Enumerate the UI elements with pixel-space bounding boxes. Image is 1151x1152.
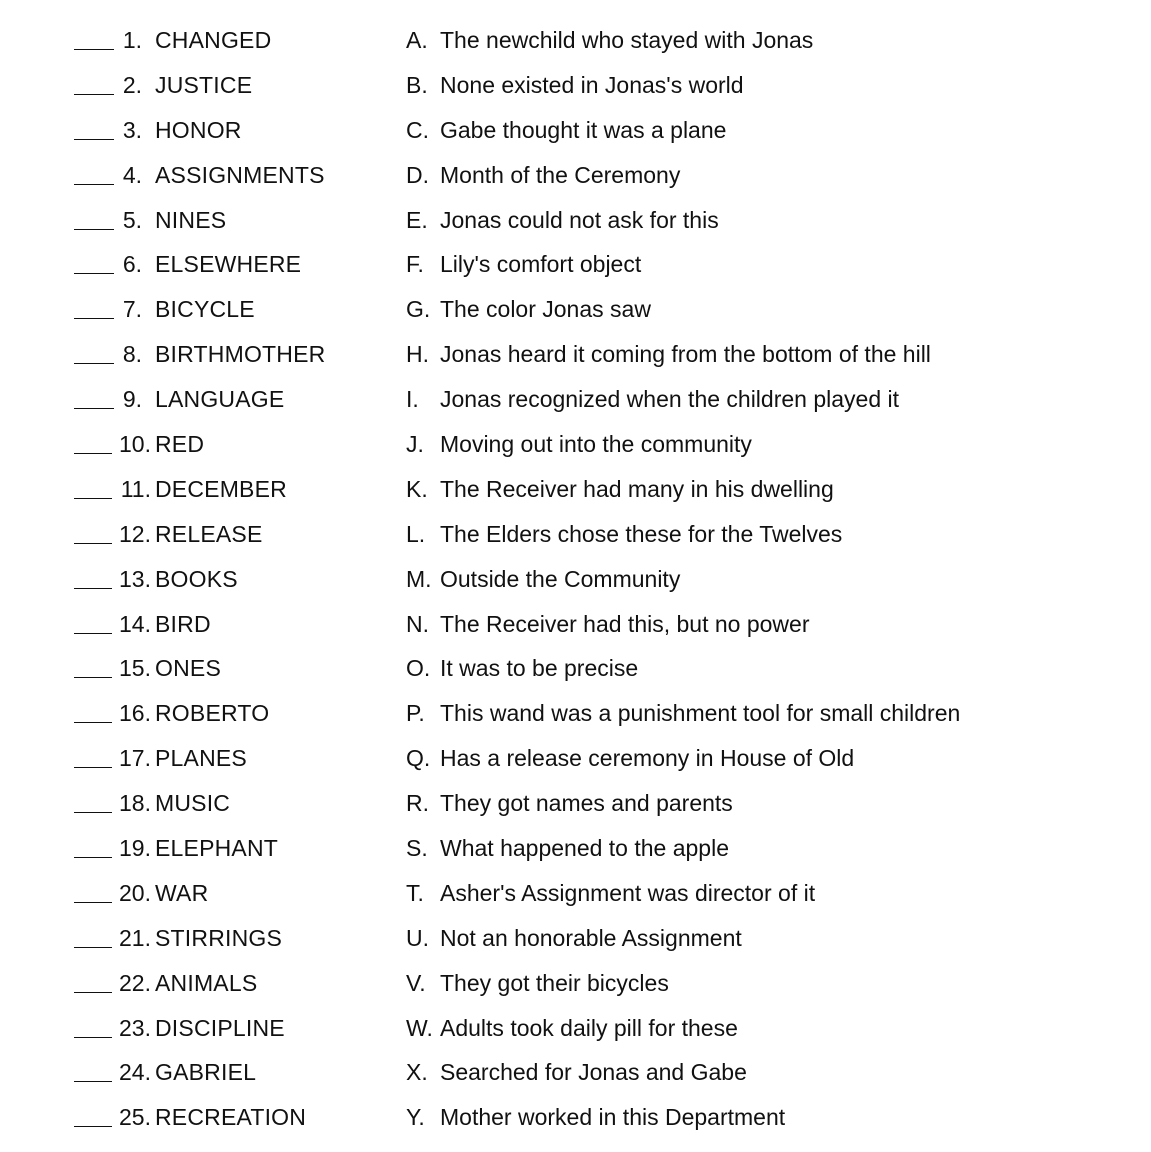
- item-number: 2.: [122, 71, 142, 98]
- definition-text: Moving out into the community: [440, 431, 752, 458]
- matching-row: [0, 1006, 1151, 1051]
- term-text: MUSIC: [155, 790, 231, 817]
- definition-letter: F.: [406, 251, 424, 278]
- matching-row: [0, 646, 1151, 691]
- item-number: 20.: [119, 879, 151, 906]
- item-number: 15.: [119, 655, 151, 682]
- term-text: PLANES: [155, 745, 247, 772]
- term-text: CHANGED: [155, 27, 272, 53]
- matching-row: [0, 153, 1151, 198]
- term-text: STIRRINGS: [155, 924, 283, 951]
- definition-letter: X.: [406, 1059, 428, 1086]
- item-number: 11.: [120, 475, 151, 502]
- term-text: BOOKS: [155, 565, 238, 592]
- definition-text: Not an honorable Assignment: [440, 924, 742, 951]
- matching-row: [0, 18, 1151, 63]
- item-number: 14.: [119, 610, 151, 637]
- definition-letter: J.: [406, 431, 424, 458]
- definition-text: They got their bicycles: [440, 969, 669, 996]
- term-text: DECEMBER: [155, 475, 287, 502]
- item-number: 25.: [119, 1104, 151, 1131]
- definition-text: They got names and parents: [440, 790, 733, 817]
- definition-letter: C.: [406, 116, 429, 143]
- matching-row: [0, 781, 1151, 826]
- item-number: 23.: [119, 1014, 151, 1041]
- term-text: WAR: [155, 879, 209, 906]
- item-number: 22.: [119, 969, 151, 996]
- item-number: 10.: [119, 431, 151, 458]
- definition-letter: K.: [406, 475, 428, 502]
- term-text: RELEASE: [155, 520, 263, 547]
- matching-row: [0, 377, 1151, 422]
- term-text: BICYCLE: [155, 296, 255, 323]
- definition-text: Mother worked in this Department: [440, 1104, 786, 1131]
- definition-letter: H.: [406, 341, 429, 368]
- definition-letter: N.: [406, 610, 429, 637]
- definition-text: Jonas could not ask for this: [440, 206, 719, 233]
- item-number: 21.: [119, 924, 151, 951]
- definition-text: Month of the Ceremony: [440, 161, 681, 188]
- matching-row: [0, 1050, 1151, 1095]
- term-text: ELEPHANT: [155, 835, 279, 862]
- item-number: 1.: [122, 27, 142, 53]
- matching-row: [0, 1095, 1151, 1140]
- definition-text: Jonas recognized when the children played it: [440, 386, 900, 413]
- item-number: 17.: [119, 745, 151, 772]
- definition-text: Outside the Community: [440, 565, 681, 592]
- definition-text: The Elders chose these for the Twelves: [440, 520, 843, 547]
- item-number: 7.: [122, 296, 142, 323]
- item-number: 3.: [122, 116, 142, 143]
- matching-row: [0, 961, 1151, 1006]
- matching-row: [0, 287, 1151, 332]
- definition-text: Searched for Jonas and Gabe: [440, 1059, 747, 1086]
- definition-letter: S.: [406, 835, 428, 862]
- matching-row: [0, 736, 1151, 781]
- term-text: NINES: [155, 206, 227, 233]
- term-text: ASSIGNMENTS: [155, 161, 325, 188]
- term-text: HONOR: [155, 116, 242, 143]
- item-number: 19.: [119, 835, 151, 862]
- definition-letter: Y.: [406, 1104, 425, 1131]
- matching-row: [0, 63, 1151, 108]
- definition-letter: D.: [406, 161, 429, 188]
- definition-text: The Receiver had this, but no power: [440, 610, 810, 637]
- term-text: RECREATION: [155, 1104, 307, 1131]
- term-text: JUSTICE: [155, 71, 253, 98]
- item-number: 18.: [119, 790, 151, 817]
- matching-row: [0, 242, 1151, 287]
- term-text: ONES: [155, 655, 221, 682]
- definition-letter: W.: [406, 1014, 433, 1041]
- definition-text: The color Jonas saw: [440, 296, 651, 323]
- definition-text: Gabe thought it was a plane: [440, 116, 727, 143]
- term-text: ELSEWHERE: [155, 251, 302, 278]
- definition-text: It was to be precise: [440, 655, 639, 682]
- matching-row: [0, 557, 1151, 602]
- matching-row: [0, 422, 1151, 467]
- definition-letter: L.: [406, 520, 426, 547]
- matching-row: [0, 691, 1151, 736]
- matching-row: [0, 467, 1151, 512]
- matching-row: [0, 916, 1151, 961]
- matching-row: [0, 332, 1151, 377]
- term-text: BIRD: [155, 610, 211, 637]
- item-number: 12.: [119, 520, 151, 547]
- term-text: DISCIPLINE: [155, 1014, 285, 1041]
- item-number: 9.: [122, 386, 142, 413]
- matching-row: [0, 512, 1151, 557]
- definition-text: Jonas heard it coming from the bottom of the hill: [440, 341, 931, 368]
- item-number: 4.: [122, 161, 142, 188]
- definition-letter: O.: [406, 655, 431, 682]
- item-number: 16.: [119, 700, 151, 727]
- definition-letter: V.: [406, 969, 426, 996]
- definition-text: This wand was a punishment tool for small children: [440, 700, 961, 727]
- item-number: 24.: [119, 1059, 151, 1086]
- definition-letter: M.: [406, 565, 432, 592]
- matching-row: [0, 198, 1151, 243]
- definition-letter: U.: [406, 924, 429, 951]
- definition-text: What happened to the apple: [440, 835, 730, 862]
- matching-row: [0, 826, 1151, 871]
- item-number: 8.: [122, 341, 142, 368]
- definition-letter: A.: [406, 27, 428, 53]
- matching-row: [0, 602, 1151, 647]
- term-text: ANIMALS: [155, 969, 258, 996]
- definition-letter: Q.: [406, 745, 431, 772]
- definition-letter: B.: [406, 71, 428, 98]
- definition-text: Asher's Assignment was director of it: [440, 879, 816, 906]
- matching-row: [0, 108, 1151, 153]
- matching-worksheet: [0, 18, 1151, 1140]
- item-number: 5.: [122, 206, 142, 233]
- term-text: RED: [155, 431, 205, 458]
- definition-text: Adults took daily pill for these: [440, 1014, 738, 1041]
- term-text: BIRTHMOTHER: [155, 341, 326, 368]
- definition-letter: E.: [406, 206, 428, 233]
- definition-text: The Receiver had many in his dwelling: [440, 475, 834, 502]
- matching-row: [0, 871, 1151, 916]
- item-number: 13.: [119, 565, 151, 592]
- definition-letter: T.: [406, 879, 424, 906]
- definition-text: The newchild who stayed with Jonas: [440, 27, 814, 53]
- definition-text: None existed in Jonas's world: [440, 71, 744, 98]
- item-number: 6.: [122, 251, 142, 278]
- definition-letter: G.: [406, 296, 431, 323]
- definition-text: Lily's comfort object: [440, 251, 642, 278]
- definition-letter: P.: [406, 700, 425, 727]
- term-text: LANGUAGE: [155, 386, 285, 413]
- definition-letter: I.: [406, 386, 419, 413]
- term-text: ROBERTO: [155, 700, 270, 727]
- term-text: GABRIEL: [155, 1059, 257, 1086]
- definition-letter: R.: [406, 790, 429, 817]
- definition-text: Has a release ceremony in House of Old: [440, 745, 855, 772]
